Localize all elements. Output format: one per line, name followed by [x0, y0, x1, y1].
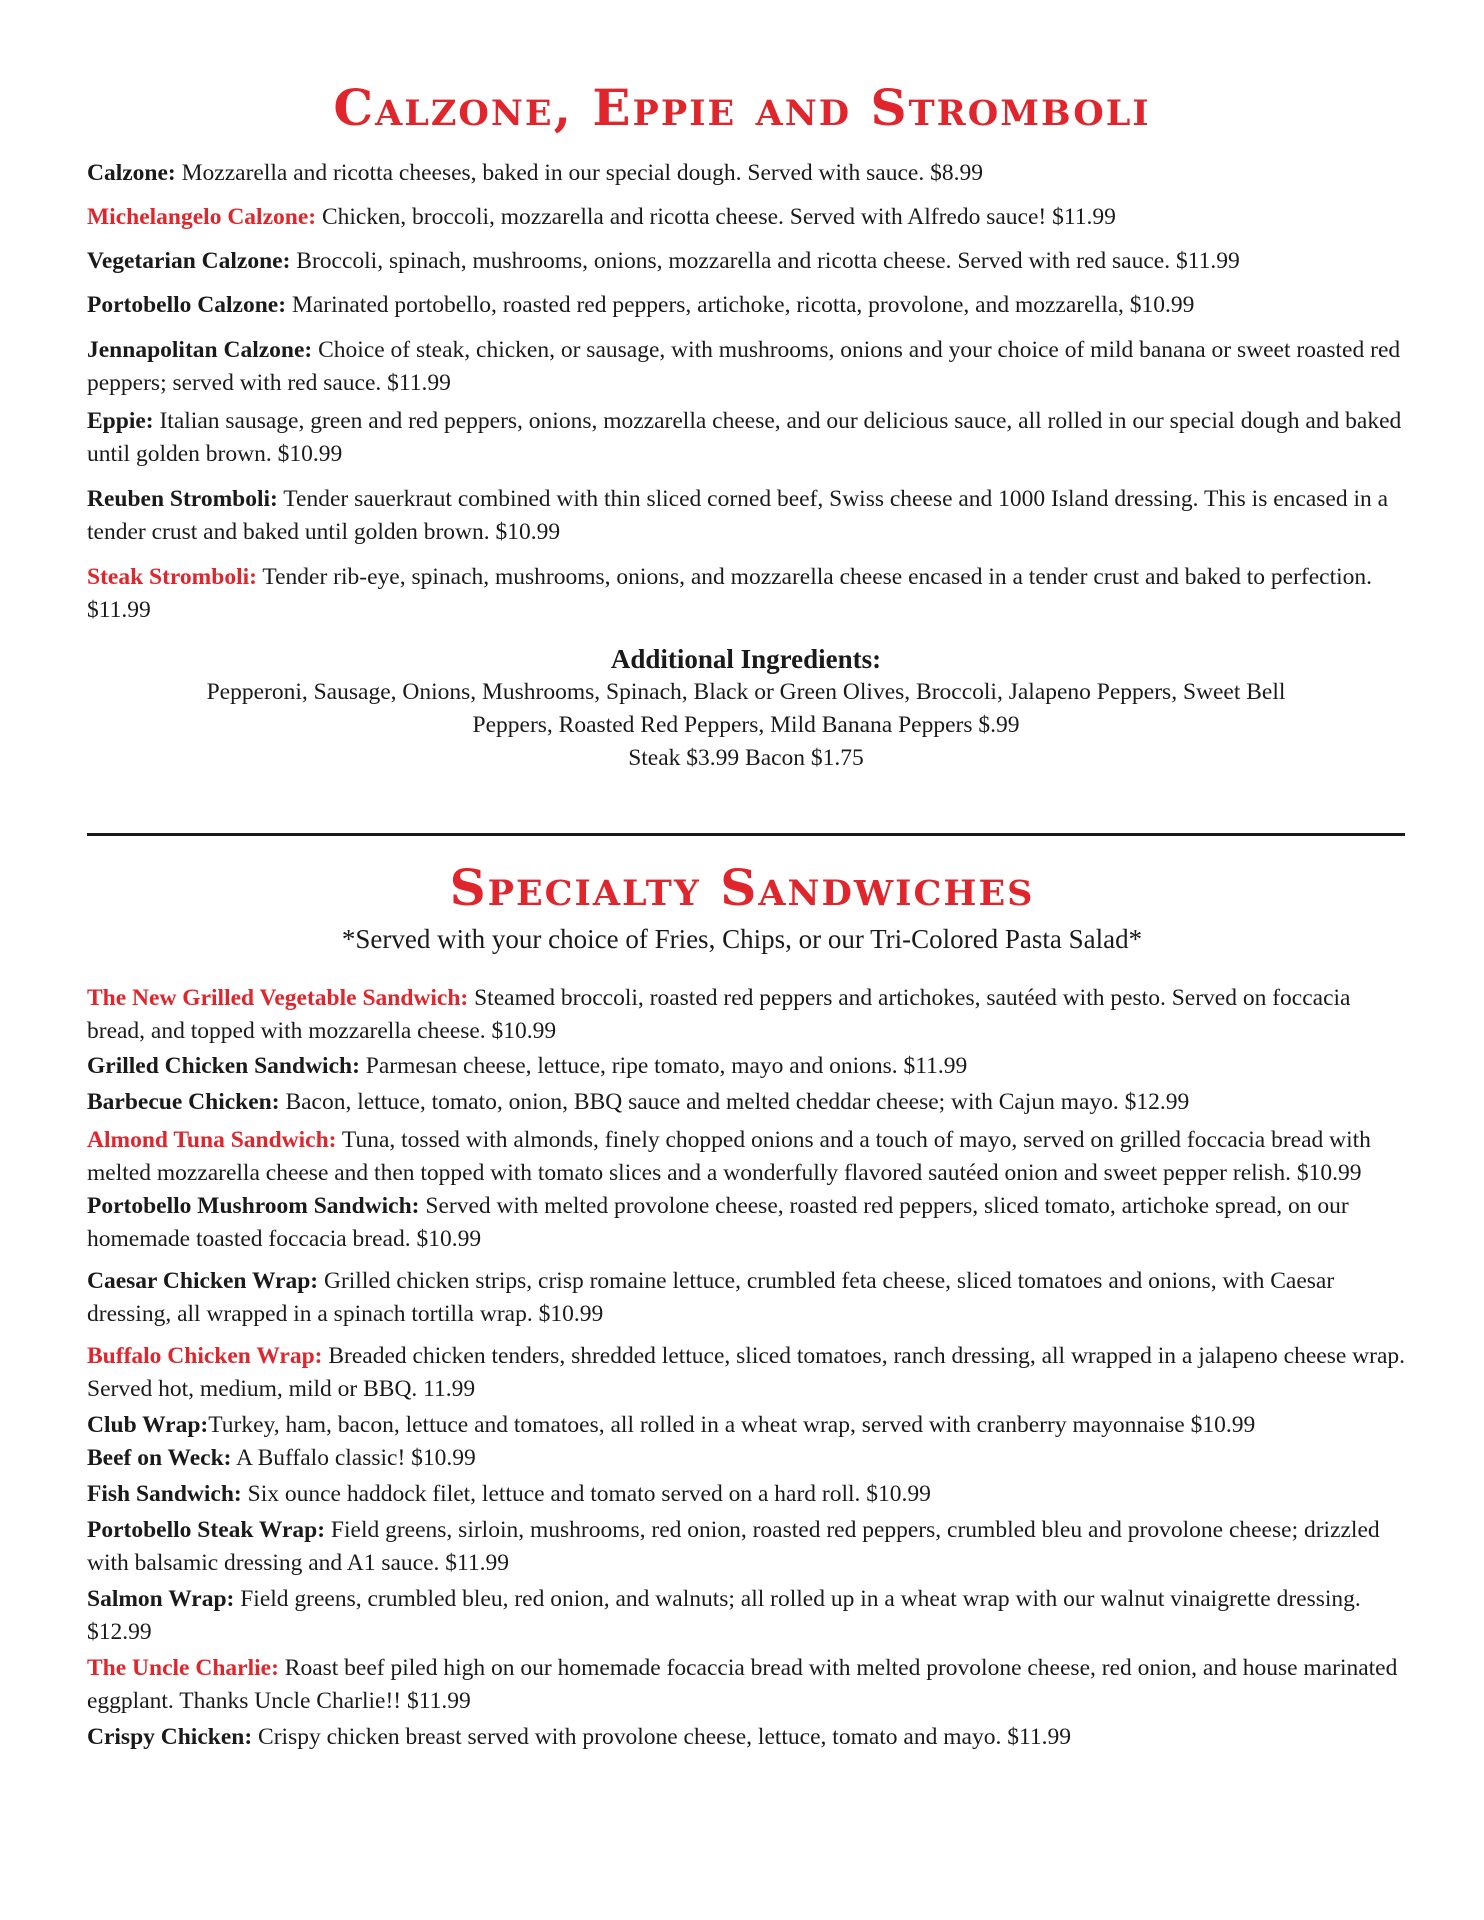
item-desc: Italian sausage, green and red peppers, onions, mozzarella cheese, and our delicious sauce, all rolled in our special dough and baked until golden brown. $10.99 — [87, 408, 1402, 467]
item-desc: Breaded chicken tenders, shredded lettuce, sliced tomatoes, ranch dressing, all wrapped in a jalapeno cheese wrap. Served hot, medium, mild or BBQ. 11.99 — [87, 1343, 1406, 1402]
calzone-items — [87, 157, 1405, 627]
item-name: Portobello Mushroom Sandwich: — [87, 1193, 420, 1219]
menu-item-buffalo-chicken-wrap — [87, 1340, 1405, 1406]
item-desc: Field greens, crumbled bleu, red onion, and walnuts; all rolled up in a wheat wrap with our walnut vinaigrette dressing. $12.99 — [87, 1586, 1361, 1645]
additional-ingredients-line: Pepperoni, Sausage, Onions, Mushrooms, Spinach, Black or Green Olives, Broccoli, Jalapeno Peppers, Sweet Bell — [206, 679, 1286, 705]
menu-item-portobello-steak-wrap — [87, 1514, 1405, 1580]
menu-item-club-wrap — [87, 1409, 1405, 1442]
item-desc: Tuna, tossed with almonds, finely chopped onions and a touch of mayo, served on grilled foccacia bread with melted mozzarella cheese and then topped with tomato slices and a wonderfully flavored sautéed onion and sweet pepper relish. $10.99 — [87, 1127, 1371, 1186]
item-desc: Tender sauerkraut combined with thin sliced corned beef, Swiss cheese and 1000 Island dressing. This is encased in a tender crust and baked until golden brown. $10.99 — [87, 486, 1389, 545]
item-name: Crispy Chicken: — [87, 1724, 253, 1750]
item-desc: Parmesan cheese, lettuce, ripe tomato, mayo and onions. $11.99 — [359, 1053, 968, 1079]
item-name: The New Grilled Vegetable Sandwich: — [87, 985, 469, 1011]
item-name: Jennapolitan Calzone: — [87, 337, 313, 363]
item-name: Eppie: — [87, 408, 154, 434]
item-name: The Uncle Charlie: — [87, 1655, 279, 1681]
item-desc: Chicken, broccoli, mozzarella and ricotta cheese. Served with Alfredo sauce! $11.99 — [316, 204, 1116, 230]
calzone-section-title: Calzone, Eppie and Stromboli — [333, 78, 1151, 137]
menu-item-jennapolitan-calzone — [87, 334, 1405, 400]
item-name: Grilled Chicken Sandwich: — [87, 1053, 360, 1079]
item-desc: Crispy chicken breast served with provolone cheese, lettuce, tomato and mayo. $11.99 — [252, 1724, 1071, 1750]
item-desc: Six ounce haddock filet, lettuce and tomato served on a hard roll. $10.99 — [241, 1481, 931, 1507]
menu-item-grilled-vegetable — [87, 982, 1405, 1048]
item-name: Steak Stromboli: — [87, 564, 257, 590]
sandwich-items — [87, 982, 1405, 1754]
item-desc: Choice of steak, chicken, or sausage, with mushrooms, onions and your choice of mild banana or sweet roasted red peppers; served with red sauce. $11.99 — [87, 337, 1401, 396]
item-name: Portobello Steak Wrap: — [87, 1517, 326, 1543]
additional-ingredients-heading: Additional Ingredients: — [610, 644, 882, 674]
menu-item-steak-stromboli — [87, 561, 1405, 627]
menu-item-barbecue-chicken — [87, 1086, 1405, 1119]
item-desc: Marinated portobello, roasted red peppers, artichoke, ricotta, provolone, and mozzarella, $10.99 — [286, 292, 1195, 318]
section-divider — [87, 833, 1405, 836]
additional-ingredients — [87, 642, 1405, 775]
menu-item-portobello-mushroom — [87, 1190, 1405, 1256]
menu-item-vegetarian-calzone — [87, 245, 1405, 278]
item-name: Vegetarian Calzone: — [87, 248, 291, 274]
item-name: Almond Tuna Sandwich: — [87, 1127, 337, 1153]
menu-item-grilled-chicken — [87, 1050, 1405, 1083]
item-name: Buffalo Chicken Wrap: — [87, 1343, 323, 1369]
item-desc: Served with melted provolone cheese, roasted red peppers, sliced tomato, artichoke spread, on our homemade toasted foccacia bread. $10.99 — [87, 1193, 1349, 1252]
menu-item-eppie — [87, 405, 1405, 471]
menu-item-uncle-charlie — [87, 1652, 1405, 1718]
item-desc: Tender rib-eye, spinach, mushrooms, onions, and mozzarella cheese encased in a tender crust and baked to perfection. $11.99 — [87, 564, 1373, 623]
menu-item-crispy-chicken — [87, 1721, 1405, 1754]
item-desc: A Buffalo classic! $10.99 — [231, 1445, 476, 1471]
menu-item-calzone — [87, 157, 1405, 190]
item-name: Portobello Calzone: — [87, 292, 287, 318]
menu-item-salmon-wrap — [87, 1583, 1405, 1649]
sandwich-section-title: Specialty Sandwiches — [449, 858, 1035, 917]
item-name: Club Wrap: — [87, 1412, 209, 1438]
item-desc: Grilled chicken strips, crisp romaine lettuce, crumbled feta cheese, sliced tomatoes and onions, with Caesar dressing, all wrapped in a spinach tortilla wrap. $10.99 — [87, 1268, 1335, 1327]
item-name: Caesar Chicken Wrap: — [87, 1268, 319, 1294]
item-desc: Steamed broccoli, roasted red peppers and artichokes, sautéed with pesto. Served on foccacia bread, and topped with mozzarella cheese. $10.99 — [87, 985, 1351, 1044]
menu-item-reuben-stromboli — [87, 483, 1405, 549]
item-desc: Mozzarella and ricotta cheeses, baked in our special dough. Served with sauce. $8.99 — [175, 160, 983, 186]
item-name: Calzone: — [87, 160, 176, 186]
item-name: Beef on Weck: — [87, 1445, 232, 1471]
menu-item-caesar-chicken-wrap — [87, 1265, 1405, 1331]
menu-item-fish-sandwich — [87, 1478, 1405, 1511]
item-desc: Turkey, ham, bacon, lettuce and tomatoes, all rolled in a wheat wrap, served with cranberry mayonnaise $10.99 — [208, 1412, 1256, 1438]
sandwich-section-subtitle: *Served with your choice of Fries, Chips, or our Tri-Colored Pasta Salad* — [341, 924, 1143, 954]
item-name: Michelangelo Calzone: — [87, 204, 317, 230]
additional-ingredients-line: Peppers, Roasted Red Peppers, Mild Banana Peppers $.99 — [472, 712, 1020, 738]
item-name: Salmon Wrap: — [87, 1586, 235, 1612]
item-name: Fish Sandwich: — [87, 1481, 242, 1507]
menu-item-michelangelo-calzone — [87, 201, 1405, 234]
item-desc: Bacon, lettuce, tomato, onion, BBQ sauce and melted cheddar cheese; with Cajun mayo. $12.99 — [279, 1089, 1190, 1115]
item-desc: Broccoli, spinach, mushrooms, onions, mozzarella and ricotta cheese. Served with red sauce. $11.99 — [290, 248, 1240, 274]
additional-ingredients-line: Steak $3.99 Bacon $1.75 — [628, 745, 864, 771]
menu-item-portobello-calzone — [87, 289, 1405, 322]
item-desc: Roast beef piled high on our homemade focaccia bread with melted provolone cheese, red onion, and house marinated eggplant. Thanks Uncle Charlie!! $11.99 — [87, 1655, 1398, 1714]
item-name: Reuben Stromboli: — [87, 486, 278, 512]
menu-item-beef-on-weck — [87, 1442, 1405, 1475]
item-name: Barbecue Chicken: — [87, 1089, 280, 1115]
menu-item-almond-tuna — [87, 1124, 1405, 1190]
item-desc: Field greens, sirloin, mushrooms, red onion, roasted red peppers, crumbled bleu and provolone cheese; drizzled with balsamic dressing and A1 sauce. $11.99 — [87, 1517, 1380, 1576]
